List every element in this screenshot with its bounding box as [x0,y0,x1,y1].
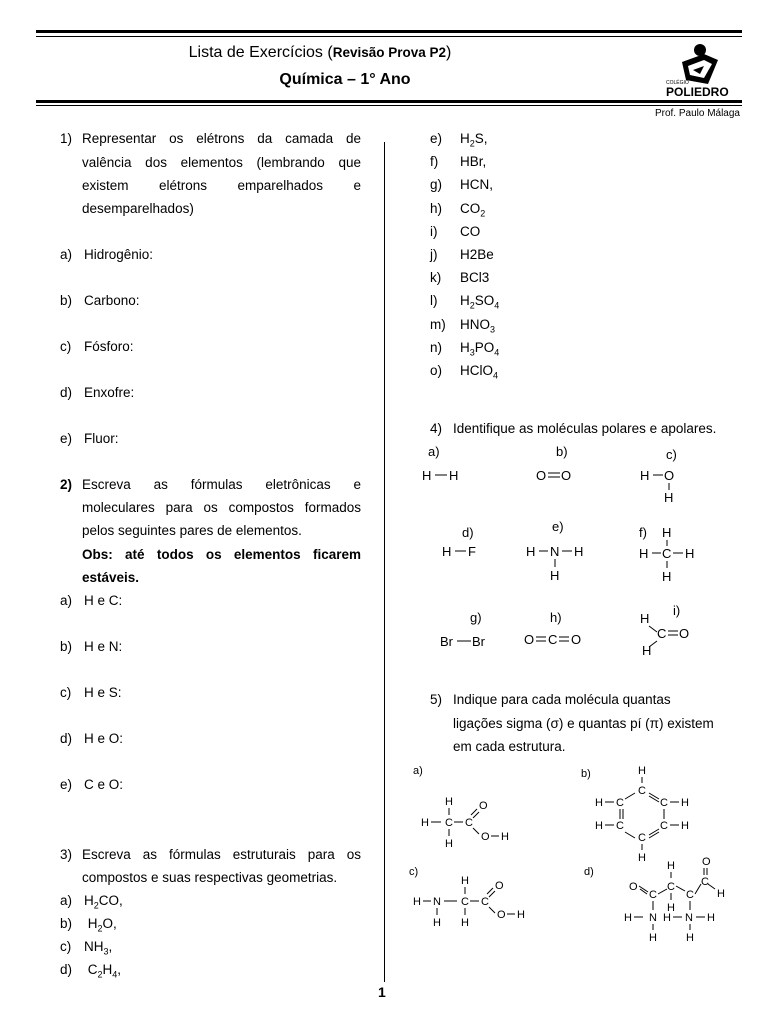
formula-part: CO [460,223,481,239]
svg-text:C: C [461,896,469,908]
top-rule-thick [36,30,742,33]
q1-text-line: desemparelhados) [82,201,194,216]
svg-text:H: H [449,468,459,483]
q2-obs-line: Obs: até todos os elementos ficarem [82,547,361,562]
header-rule-thick [36,100,742,103]
svg-text:H: H [461,875,469,887]
formula-sub: 2 [97,923,103,934]
q2-text-line: Escreva as fórmulas eletrônicas e [82,477,361,492]
mol5-label-d: d) [584,866,594,878]
svg-text:N: N [433,896,441,908]
list-item [60,962,121,980]
svg-text:H: H [595,797,603,809]
page-title [0,44,640,62]
svg-text:H: H [638,765,646,777]
logo-small-text: COLÉGIO [666,80,689,86]
formula-sub: 2 [469,138,475,149]
svg-text:H: H [685,546,695,561]
svg-text:H: H [624,912,632,924]
formula-part: CO, [98,893,123,908]
svg-text:H: H [638,852,646,864]
svg-text:O: O [497,909,506,921]
svg-text:C: C [616,797,624,809]
item-label: c) [60,685,72,700]
svg-text:H: H [640,611,650,626]
header-rule-thin [36,105,742,106]
q1-text-line: Representar os elétrons da camada de [82,131,361,146]
svg-text:Br: Br [472,634,485,649]
svg-text:O: O [536,468,547,483]
list-item [60,916,117,934]
mol-label-a: a) [428,444,440,459]
item-label: e) [430,131,443,146]
formula-part: PO [474,339,495,355]
svg-text:H: H [717,888,725,900]
title-close: ) [446,44,452,61]
svg-text:C: C [638,785,646,797]
q2-obs-line: estáveis. [82,570,140,585]
svg-text:H: H [642,643,652,658]
svg-text:H: H [526,544,536,559]
mol-label-i: i) [673,603,681,618]
item-label: b) [60,916,73,931]
item-label: e) [60,431,73,446]
list-item [430,293,499,311]
formula-sub: 2 [97,969,103,980]
svg-text:H: H [686,932,694,944]
svg-text:C: C [686,889,694,901]
item-label: c) [60,339,72,354]
formula-part: , [117,962,122,977]
formula-part: H [102,962,113,977]
svg-text:C: C [649,889,657,901]
svg-text:H: H [663,912,671,924]
column-divider [384,142,385,982]
list-item [430,317,495,335]
formula-part: HCN, [460,177,493,193]
item-label: e) [60,777,73,792]
list-item [430,224,480,242]
formula-sub: 4 [494,347,500,358]
item-label: a) [60,593,73,608]
formula-part: , [108,939,113,954]
list-item [60,639,122,654]
svg-text:H: H [413,896,421,908]
item-label: k) [430,270,442,286]
svg-text:C: C [445,817,453,829]
top-rule-thin [36,36,742,37]
item-text: Enxofre: [84,385,135,400]
svg-text:O: O [495,880,504,892]
svg-text:H: H [662,569,672,584]
svg-text:H: H [640,468,650,483]
q2-text-line: moleculares para os compostos formados [82,500,361,515]
list-item [60,685,122,700]
list-item [430,131,488,149]
list-item [60,939,112,957]
formula-part: NH [84,939,104,954]
page-number: 1 [378,984,386,1000]
mol5-label-a: a) [413,765,423,777]
mol-label-f: f) [639,525,647,540]
q1-number: 1) [60,131,73,146]
formula-sub: 2 [469,301,475,312]
list-item [60,293,140,308]
item-label: d) [60,962,73,977]
svg-text:O: O [629,881,638,893]
formula-sub: 4 [494,301,500,312]
list-item [60,893,123,911]
svg-text:C: C [638,832,646,844]
q3-text-line: compostos e suas respectivas geometrias. [82,870,338,885]
svg-text:H: H [681,797,689,809]
item-label: b) [60,293,73,308]
formula-sub: 3 [469,347,475,358]
svg-text:O: O [679,626,690,641]
item-label: n) [430,339,443,355]
list-item [60,731,123,746]
svg-text:N: N [685,912,693,924]
title-sub: Revisão Prova P2 [332,45,447,60]
q5-text-line: Indique para cada molécula quantas [453,692,671,707]
formula-part: H [460,293,470,309]
mol-label-d: d) [462,525,474,540]
svg-text:N: N [550,544,560,559]
svg-text:H: H [649,932,657,944]
svg-text:H: H [639,546,649,561]
formula-sub: 4 [112,969,118,980]
list-item [430,363,498,381]
svg-text:C: C [660,797,668,809]
formula-part: SO [474,293,495,309]
list-item [430,247,494,265]
list-item [60,339,134,354]
list-item [430,270,489,288]
q2-text-line: pelos seguintes pares de elementos. [82,523,302,538]
svg-text:C: C [616,820,624,832]
formula-part: H [84,893,94,908]
formula-sub: 3 [103,946,109,957]
formula-part: H2Be [460,247,494,262]
list-item [60,385,134,400]
formula-part: O, [102,916,117,931]
svg-text:O: O [702,856,711,868]
svg-text:O: O [571,632,582,647]
svg-text:H: H [662,525,672,540]
item-text: H e O: [84,731,124,746]
item-text: Fósforo: [84,339,134,354]
svg-text:H: H [445,838,453,850]
list-item [60,593,122,608]
formula-part: H [460,131,470,146]
list-item [430,340,499,358]
formula-part: C [87,962,98,977]
title-main: Lista de Exercícios ( [188,44,333,61]
svg-text:H: H [501,831,509,843]
mol5-label-c: c) [409,866,419,878]
formula-part: HClO [460,363,493,378]
svg-text:C: C [660,820,668,832]
svg-text:Br: Br [440,634,453,649]
mol5-label-b: b) [581,768,591,780]
svg-text:O: O [479,800,488,812]
svg-text:C: C [465,817,473,829]
poliedro-logo [660,40,740,102]
svg-text:H: H [574,544,584,559]
item-label: i) [430,223,438,239]
svg-text:N: N [649,912,657,924]
svg-text:C: C [662,546,672,561]
item-label: m) [430,316,446,332]
item-label: g) [430,177,443,193]
svg-text:C: C [657,626,667,641]
item-text: Fluor: [84,431,119,446]
svg-text:H: H [422,468,432,483]
svg-text:H: H [667,860,675,872]
svg-text:C: C [667,881,675,893]
formula-sub: 2 [480,208,486,219]
svg-text:H: H [667,902,675,914]
item-label: o) [430,363,443,378]
q4-text: Identifique as moléculas polares e apolares. [453,421,717,436]
item-label: l) [430,293,438,309]
formula-part: CO [460,200,481,216]
mol-label-c: c) [666,447,677,462]
svg-text:H: H [517,909,525,921]
svg-text:O: O [664,468,675,483]
page-subtitle: Química – 1° Ano [279,71,411,88]
item-text: Hidrogênio: [84,247,154,262]
list-item [60,247,153,262]
svg-text:O: O [524,632,535,647]
item-text: H e N: [84,639,123,654]
svg-text:C: C [481,896,489,908]
formula-sub: 4 [493,370,499,381]
svg-text:C: C [548,632,558,647]
q1-text-line: existem elétrons emparelhados e [82,178,361,193]
item-label: h) [430,200,443,216]
q5-molecules-figure [405,758,745,958]
teacher-name: Prof. Paulo Málaga [654,108,740,119]
item-label: f) [430,154,439,170]
q5-text-line: em cada estrutura. [453,739,566,754]
q2-number: 2) [60,477,73,492]
svg-text:H: H [664,490,674,505]
list-item [60,431,119,446]
poliedro-logo-icon [660,40,740,102]
svg-text:H: H [707,912,715,924]
q3-number: 3) [60,847,73,862]
svg-text:H: H [433,917,441,929]
list-item [430,177,493,195]
item-label: d) [60,385,73,400]
formula-sub: 2 [93,900,99,911]
list-item [430,154,486,172]
svg-text:H: H [461,917,469,929]
svg-text:H: H [445,796,453,808]
formula-part: HBr, [460,154,487,170]
mol-label-b: b) [556,444,568,459]
formula-part: BCl3 [460,270,490,286]
list-item [430,201,485,219]
formula-part: H [87,916,98,931]
svg-text:O: O [481,831,490,843]
svg-text:O: O [561,468,572,483]
svg-text:H: H [595,820,603,832]
formula-part: S, [474,131,488,146]
item-text: C e O: [84,777,124,792]
svg-text:C: C [701,876,709,888]
q5-text-line: ligações sigma (σ) e quantas pí (π) existem [453,716,714,731]
svg-text:H: H [550,568,560,583]
logo-name: POLIEDRO [666,85,729,99]
item-label: d) [60,731,73,746]
item-label: j) [430,247,438,262]
q5-number: 5) [430,692,443,707]
item-text: H e C: [84,593,123,608]
formula-part: HNO [460,316,490,332]
mol-label-e: e) [552,519,564,534]
item-label: a) [60,247,73,262]
formula-part: H [460,339,470,355]
q3-text-line: Escreva as fórmulas estruturais para os [82,847,361,862]
q4-molecules-figure [420,440,740,670]
item-label: b) [60,639,73,654]
q1-text-line: valência dos elementos (lembrando que [82,155,361,170]
mol-label-h: h) [550,610,562,625]
item-text: Carbono: [84,293,140,308]
list-item [60,777,123,792]
item-text: H e S: [84,685,122,700]
item-label: c) [60,939,72,954]
formula-sub: 3 [490,324,496,335]
q4-number: 4) [430,421,443,436]
svg-text:H: H [681,820,689,832]
item-label: a) [60,893,73,908]
svg-text:H: H [442,544,452,559]
svg-text:H: H [421,817,429,829]
mol-label-g: g) [470,610,482,625]
svg-text:F: F [468,544,476,559]
